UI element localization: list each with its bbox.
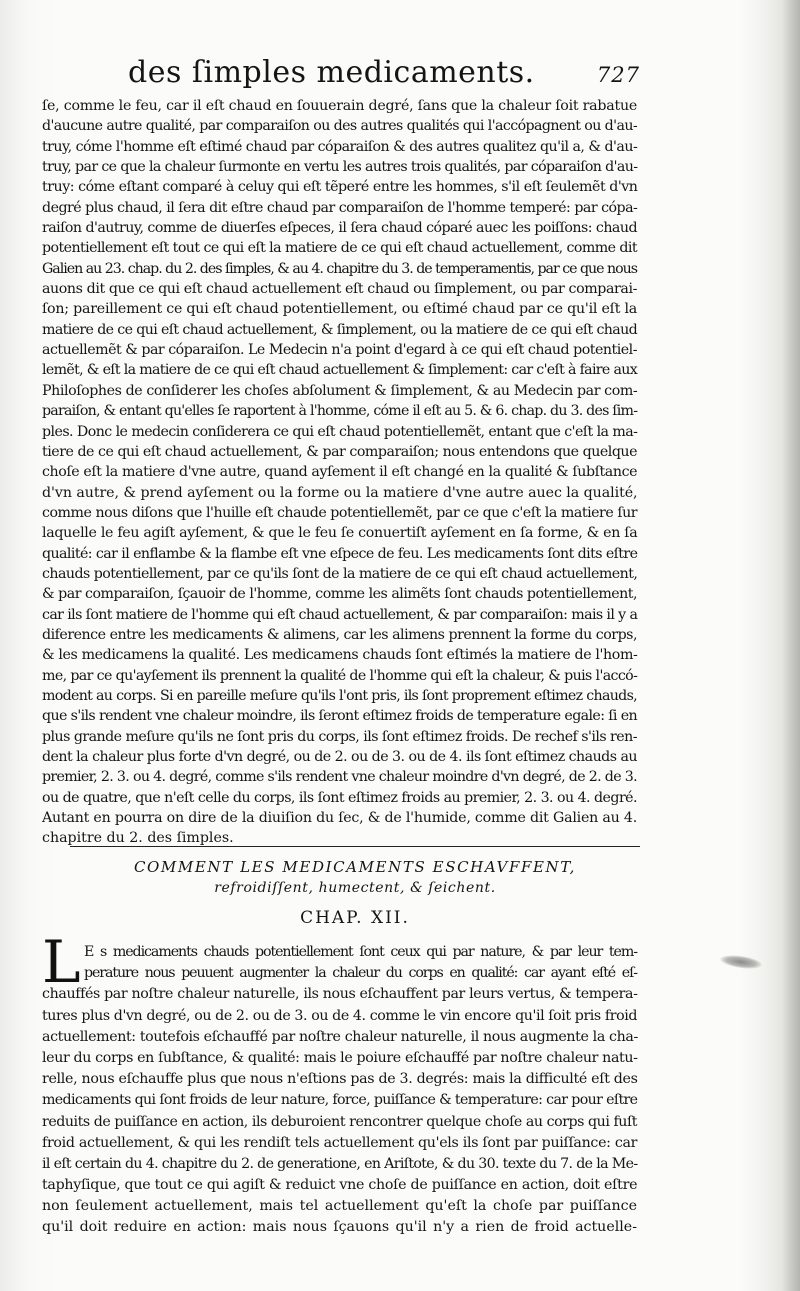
text-line: & par comparaiſon, ſçauoir de l'homme, comme les alimẽts ſont chauds potentiellement, — [42, 586, 637, 603]
text-line: potentiellement eſt tout ce qui eſt la matiere de ce qui eſt chaud actuellement, comme dit — [42, 240, 637, 257]
chapter-number: CHAP. XII. — [300, 908, 410, 928]
text-line: d'vn autre, & prend ayſement ou la forme ou la matiere d'vne autre auec la qualité, — [42, 484, 638, 501]
chapter-body-text — [42, 942, 637, 1239]
text-line: Autant en pourra on dire de la diuiſion du ſec, & de l'humide, comme dit Galien au 4. — [42, 810, 637, 827]
text-line: qualité: car il enflambe & la flambe eſt vne eſpece de feu. Les medicaments ſont dits eſtre — [42, 545, 638, 562]
page-edge-shadow — [782, 0, 800, 1291]
text-line: premier, 2. 3. ou 4. degré, comme s'ils rendent vne chaleur moindre d'vn degré, de 2. de 3. — [42, 769, 637, 786]
text-line: & les medicamens la qualité. Les medicamens chauds ſont eſtimés la matiere de l'hom- — [42, 647, 638, 664]
text-line: comme nous diſons que l'huille eſt chaude potentiellemẽt, par ce que c'eſt la matiere ſur — [42, 504, 638, 521]
text-line: laquelle le feu agiſt ayſement, & que le feu ſe conuertiſt ayſement en ſa forme, & en ſa — [42, 525, 638, 542]
text-line: me, par ce qu'ayſement ils prennent la qualité de l'homme qui eſt la chaleur, & puis l'accó- — [42, 667, 638, 684]
text-line: non ſeulement actuellement, mais tel actuellement qu'eſt la choſe par puiſſance — [42, 1198, 637, 1215]
text-line: raiſon d'autruy, comme de diuerſes eſpeces, il ſera chaud cóparé auec les poiſſons: chaud — [42, 220, 637, 237]
running-title: des ſimples medicaments. — [128, 55, 535, 90]
text-line: ſe, comme le feu, car il eſt chaud en ſouuerain degré, ſans que la chaleur ſoit rabatue — [42, 98, 638, 114]
text-line: truy: cóme eſtant comparé à celuy qui eſt tẽperé entre les hommes, s'il eſt ſeulemẽt d'vn — [42, 179, 638, 196]
text-line: chapitre du 2. des ſimples. — [42, 830, 234, 847]
text-line: perature nous peuuent augmenter la chaleur du corps en qualité: car ayant eſté eſ- — [84, 965, 637, 982]
text-line: actuellement: toutefois eſchauffé par noſtre chaleur naturelle, il nous augmente la cha- — [42, 1028, 638, 1045]
text-line: tures plus d'vn degré, ou de 2. ou de 3. ou de 4. comme le vin encore qu'il ſoit pris froid — [42, 1007, 637, 1024]
text-line: paraiſon, & entant qu'elles ſe raportent à l'homme, cóme il eſt au 5. & 6. chap. du 3. des ſim- — [42, 403, 638, 420]
text-line: chauds potentiellement, par ce qu'ils ſont de la matiere de ce qui eſt chaud actuellement, — [42, 565, 638, 582]
text-line: qu'il doit reduire en action: mais nous ſçauons qu'il n'y a rien de froid actuelle- — [42, 1219, 637, 1236]
paragraph-body — [42, 96, 637, 849]
text-line: froid actuellement, & qui les rendiſt tels actuellement qu'els ils ſont par puiſſance: car — [42, 1134, 638, 1151]
text-line: E s medicaments chauds potentiellement ſont ceux qui par nature, & par leur tem- — [84, 944, 637, 960]
text-line: auons dit que ce qui eſt chaud actuellement eſt chaud ou ſimplement, ou par comparai- — [42, 281, 637, 298]
text-line: matiere de ce qui eſt chaud actuellement, & ſimplement, ou la matiere de ce qui eſt chaud — [42, 321, 638, 338]
text-line: truy, cóme l'homme eſt eſtimé chaud par cóparaiſon & des autres qualitez qu'il a, & d'au- — [42, 138, 638, 155]
text-line: taphyſique, que tout ce qui agiſt & reduict vne choſe de puiſſance en action, doit eſtre — [42, 1177, 638, 1194]
text-line: plus grande meſure qu'ils ne ſont pris du corps, ils ſont eſtimez froids. De rechef s'ils ren- — [42, 728, 637, 745]
text-line: il eſt certain du 4. chapitre du 2. de generatione, en Ariſtote, & du 30. texte du 7. de la Me- — [42, 1155, 638, 1172]
text-line: medicaments qui ſont froids de leur nature, force, puiſſance & temperature: car pour eſtre — [42, 1092, 638, 1109]
text-line: diference entre les medicaments & alimens, car les alimens prennent la forme du corps, — [42, 626, 637, 643]
drop-cap-initial: L — [42, 928, 81, 996]
text-line: lemẽt, & eſt la matiere de ce qui eſt chaud actuellement & ſimplement: car c'eſt à faire aux — [42, 362, 638, 379]
text-line: reduits de puiſſance en action, ils deburoient rencontrer quelque choſe au corps qui fuſt — [42, 1113, 637, 1130]
text-line: degré plus chaud, il ſera dit eſtre chaud par comparaiſon de l'homme temperé: par cópa- — [42, 199, 638, 216]
text-line: Galien au 23. chap. du 2. des ſimples, & au 4. chapitre du 3. de temperamentis, par ce que nous — [42, 260, 637, 277]
text-line: modent au corps. Si en pareille meſure qu'ils l'ont pris, ils ſont proprement eſtimez chauds, — [42, 687, 637, 704]
text-line: ſon; pareillement ce qui eſt chaud potentiellement, ou eſtimé chaud par ce qu'il eſt la — [42, 301, 638, 318]
text-line: d'aucune autre qualité, par comparaiſon ou des autres qualités qui l'accópagnent ou d'au- — [42, 118, 638, 135]
text-line: dent la chaleur plus forte d'vn degré, ou de 2. ou de 3. ou de 4. ils ſont eſtimez chauds au — [42, 749, 637, 765]
text-line: chauffés par noſtre chaleur naturelle, ils nous eſchauffent par leurs vertus, & tempera- — [42, 986, 638, 1003]
text-line: relle, nous eſchauffe plus que nous n'eſtions pas de 3. degrés: mais la difficulté eſt des — [42, 1071, 638, 1088]
text-line: car ils ſont matiere de l'homme qui eſt chaud actuellement, & par comparaiſon: mais il y a — [42, 606, 638, 623]
text-line: choſe eſt la matiere d'vne autre, quand ayſement il eſt changé en la qualité & ſubſtance — [42, 464, 638, 481]
chapter-heading — [70, 856, 640, 898]
page-header — [128, 55, 640, 95]
text-line: actuellemẽt & par cóparaiſon. Le Medecin n'a point d'egard à ce qui eſt chaud potentiel- — [42, 342, 637, 359]
text-line: truy, par ce que la chaleur ſurmonte en vertu les autres trois qualités, par cóparaiſon d'au- — [42, 159, 638, 176]
chapter-title-line2: refroidiſſent, humectent, & ſeichent. — [214, 880, 496, 896]
text-line: leur du corps en ſubſtance, & qualité: mais le poiure eſchauffé par noſtre chaleur natu- — [42, 1049, 638, 1066]
text-line: tiere de ce qui eſt chaud actuellement, & par comparaiſon; nous entendons que quelque — [42, 443, 637, 460]
chapter-title-line1: COMMENT LES MEDICAMENTS ESCHAVFFENT, — [133, 858, 577, 876]
page-number: 727 — [596, 63, 640, 87]
text-line: que s'ils rendent vne chaleur moindre, ils ſeront eſtimez froids de temperature egale: ſi en — [42, 708, 637, 725]
text-line: ou de quatre, que n'eſt celle du corps, ils ſont eſtimez froids au premier, 2. 3. ou 4. degré. — [42, 789, 637, 806]
text-line: Philoſophes de conſiderer les choſes abſolument & ſimplement, & au Medecin par com- — [42, 382, 638, 399]
ink-smudge-mark — [719, 953, 762, 971]
text-line: ples. Donc le medecin conſiderera ce qui eſt chaud potentiellemẽt, entant que c'eſt la ma- — [42, 423, 638, 440]
section-divider — [70, 846, 640, 847]
